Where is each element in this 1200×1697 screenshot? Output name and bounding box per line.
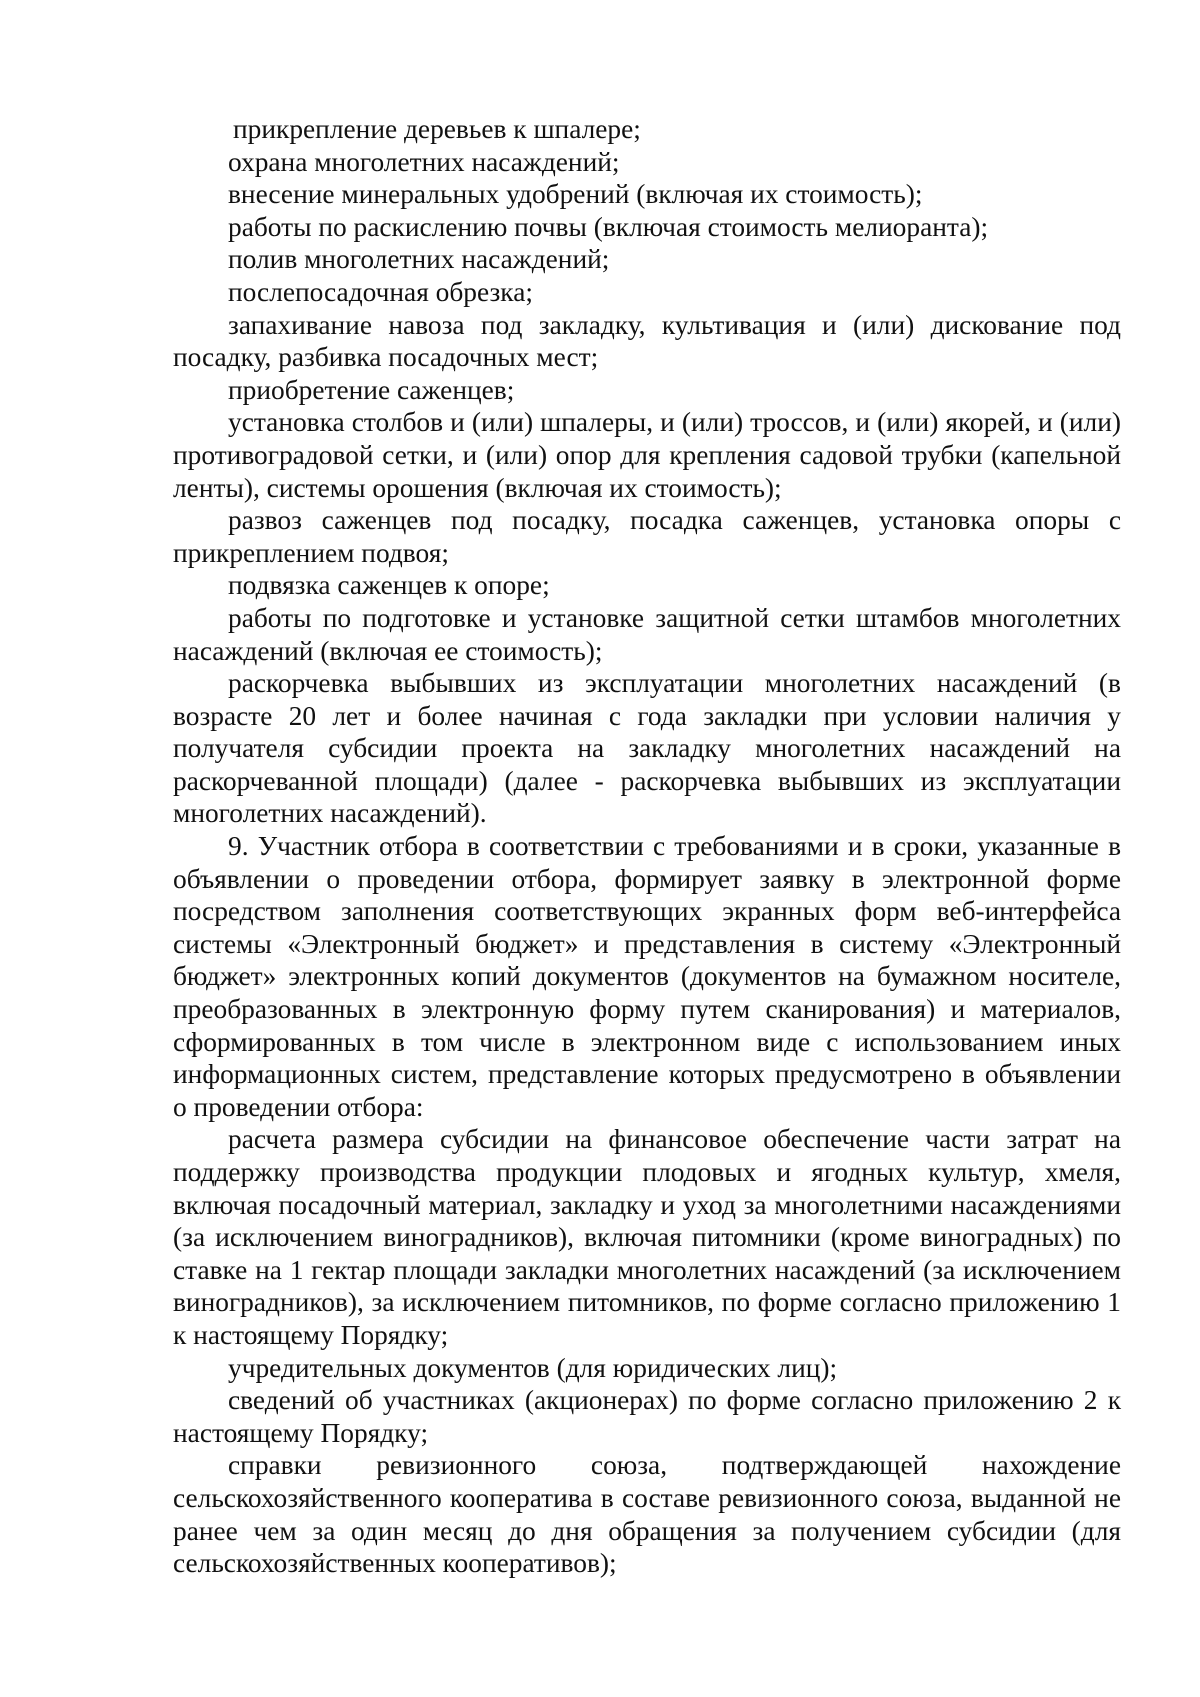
paragraph-14: 9. Участник отбора в соответствии с требованиями и в сроки, указанные в объявлении о проведении отбора, формирует заявку в электронной форме посредством заполнения соответствующих экранных форм веб-интерфейса системы «Электронный бюджет» и представления в систему «Электронный бюджет» электронных копий документов (документов на бумажном носителе, преобразованных в электронную форму путем сканирования) и материалов, сформированных в том числе в электронном виде с использованием иных информационных систем, представление которых предусмотрено в объявлении о проведении отбора: [173,831,1121,1122]
paragraph-1: прикрепление деревьев к шпалере; [233,114,641,144]
paragraph-12: работы по подготовке и установке защитной сетки штамбов многолетних насаждений (включая ее стоимость); [173,602,1121,666]
paragraph-3: внесение минеральных удобрений (включая их стоимость); [228,179,923,210]
paragraph-15: расчета размера субсидии на финансовое обеспечение части затрат на поддержку производства продукции плодовых и ягодных культур, хмеля, включая посадочный материал, закладку и уход за многолетними насаждениями (за исключением виноградников), включая питомники (кроме виноградных) по ставке на 1 гектар площади закладки многолетних насаждений (за исключением виноградников), за исключением питомников, по форме согласно приложению 1 к настоящему Порядку; [173,1124,1121,1350]
paragraph-2: охрана многолетних насаждений; [228,146,620,177]
paragraph-16: учредительных документов (для юридических лиц); [228,1352,838,1383]
paragraph-7: запахивание навоза под закладку, культивация и (или) дискование под посадку, разбивка посадочных мест; [173,309,1121,373]
paragraph-10: развоз саженцев под посадку, посадка саженцев, установка опоры с прикреплением подвоя; [173,505,1121,568]
paragraph-18: справки ревизионного союза, подтверждающей нахождение сельскохозяйственного кооператива в составе ревизионного союза, выданной не ранее чем за один месяц до дня обращения за получением субсидии (для сельскохозяйственных кооперативов); [173,1450,1121,1579]
paragraph-4: работы по раскислению почвы (включая стоимость мелиоранта); [228,211,989,242]
paragraph-13: раскорчевка выбывших из эксплуатации многолетних насаждений (в возрасте 20 лет и более начиная с года закладки при условии наличия у получателя субсидии проекта на закладку многолетних насаждений на раскорчеванной площади) (далее - раскорчевка выбывших из эксплуатации многолетних насаждений). [173,668,1121,829]
paragraph-17: сведений об участниках (акционерах) по форме согласно приложению 2 к настоящему Порядку; [173,1385,1121,1448]
document-body [173,113,1121,1580]
paragraph-9: установка столбов и (или) шпалеры, и (или) троссов, и (или) якорей, и (или) противоградовой сетки, и (или) опор для крепления садовой трубки (капельной ленты), системы орошения (включая их стоимость); [173,407,1121,503]
paragraph-8: приобретение саженцев; [228,374,515,405]
paragraph-5: полив многолетних насаждений; [228,244,610,275]
paragraph-6: послепосадочная обрезка; [228,276,533,307]
paragraph-11: подвязка саженцев к опоре; [228,570,550,601]
